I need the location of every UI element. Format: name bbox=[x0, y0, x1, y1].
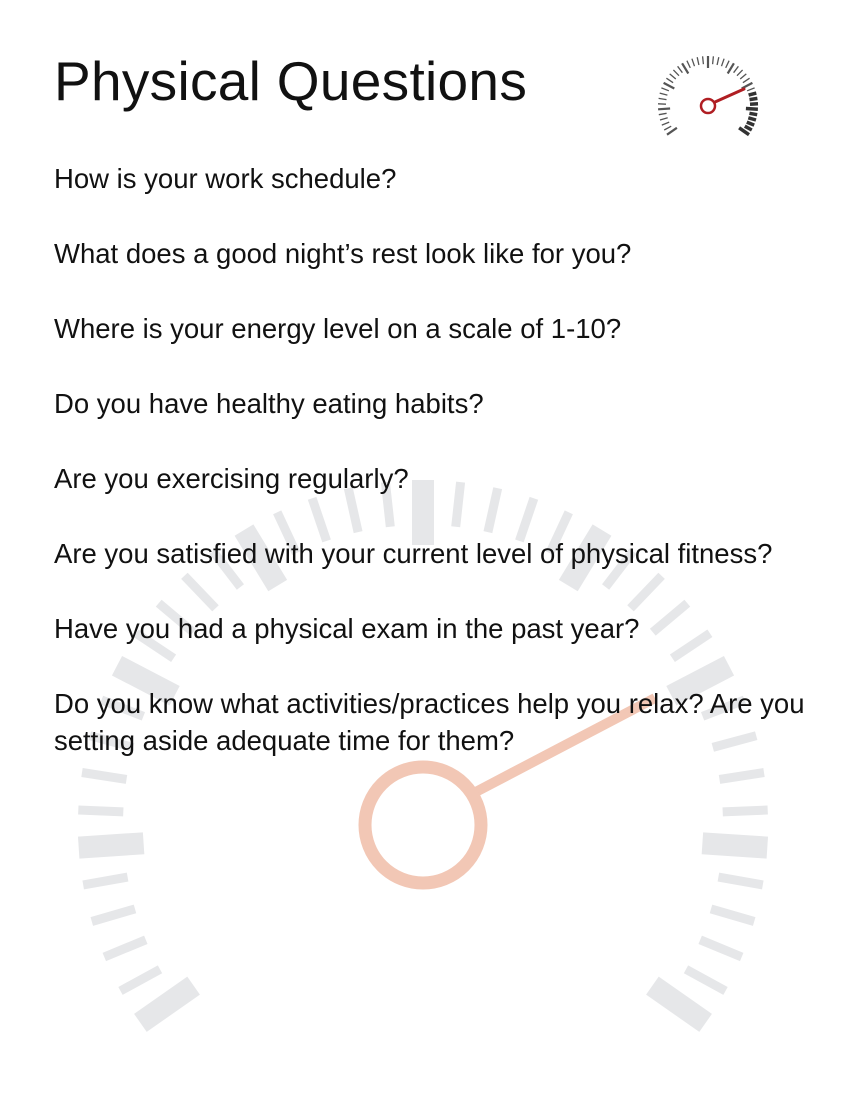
gauge-tick bbox=[104, 940, 146, 957]
gauge-tick bbox=[740, 74, 746, 79]
gauge-tick bbox=[140, 986, 193, 1023]
gauge-tick bbox=[660, 118, 668, 120]
gauge-tick bbox=[686, 969, 726, 991]
gauge-tick bbox=[659, 113, 667, 114]
gauge-tick bbox=[747, 88, 755, 91]
question-item: Do you know what activities/practices help you relax? Are you setting aside adequate time for them? bbox=[54, 688, 805, 756]
gauge-tick bbox=[664, 126, 671, 130]
question-item: Where is your energy level on a scale of 1-10? bbox=[54, 313, 622, 344]
question-item: What does a good night’s rest look like for you? bbox=[54, 238, 632, 269]
gauge-tick bbox=[673, 70, 679, 76]
page-title: Physical Questions bbox=[54, 50, 528, 112]
gauge-tick bbox=[734, 66, 739, 72]
gauge-tick bbox=[747, 122, 754, 125]
gauge-tick bbox=[659, 98, 667, 99]
gauge-tick bbox=[749, 93, 757, 95]
gauge-tick bbox=[723, 810, 768, 812]
gauge-tick bbox=[726, 61, 729, 68]
gauge-tick bbox=[83, 877, 127, 885]
gauge-tick bbox=[652, 986, 705, 1023]
gauge-tick bbox=[661, 88, 669, 91]
question-list bbox=[54, 160, 814, 797]
gauge-tick bbox=[666, 78, 673, 83]
gauge-tick bbox=[743, 78, 750, 83]
gauge-tick bbox=[749, 113, 757, 114]
gauge-tick bbox=[92, 909, 135, 922]
speedometer-icon bbox=[645, 45, 775, 145]
gauge-tick bbox=[700, 940, 742, 957]
gauge-tick bbox=[121, 969, 161, 991]
gauge-tick bbox=[717, 57, 719, 65]
gauge-tick bbox=[745, 126, 752, 130]
question-item: Are you exercising regularly? bbox=[54, 463, 409, 494]
gauge-tick bbox=[703, 56, 704, 64]
gauge-tick bbox=[692, 59, 695, 66]
gauge-tick bbox=[662, 122, 669, 125]
gauge-tick bbox=[746, 109, 758, 110]
gauge-tick bbox=[697, 57, 699, 65]
question-item: Do you have healthy eating habits? bbox=[54, 388, 484, 419]
gauge-tick bbox=[737, 70, 743, 76]
gauge-tick bbox=[682, 63, 688, 73]
question-item: Are you satisfied with your current level of physical fitness? bbox=[54, 538, 773, 569]
gauge-tick bbox=[678, 66, 683, 72]
gauge-tick bbox=[664, 83, 675, 89]
gauge-tick bbox=[718, 877, 762, 885]
gauge-tick bbox=[722, 59, 725, 66]
gauge-tick bbox=[750, 98, 758, 99]
gauge-tick bbox=[748, 118, 756, 120]
gauge-tick bbox=[742, 83, 753, 89]
gauge-tick bbox=[79, 843, 144, 847]
gauge-tick bbox=[687, 61, 690, 68]
gauge-tick bbox=[660, 93, 668, 95]
gauge-tick bbox=[713, 56, 714, 64]
gauge-tick bbox=[670, 74, 676, 79]
gauge-tick bbox=[78, 810, 123, 812]
gauge-tick bbox=[728, 63, 734, 73]
gauge-tick bbox=[711, 909, 754, 922]
gauge-tick bbox=[667, 128, 677, 135]
gauge-tick bbox=[658, 109, 670, 110]
question-item: How is your work schedule? bbox=[54, 163, 397, 194]
question-item: Have you had a physical exam in the past year? bbox=[54, 613, 640, 644]
gauge-tick bbox=[702, 843, 767, 847]
